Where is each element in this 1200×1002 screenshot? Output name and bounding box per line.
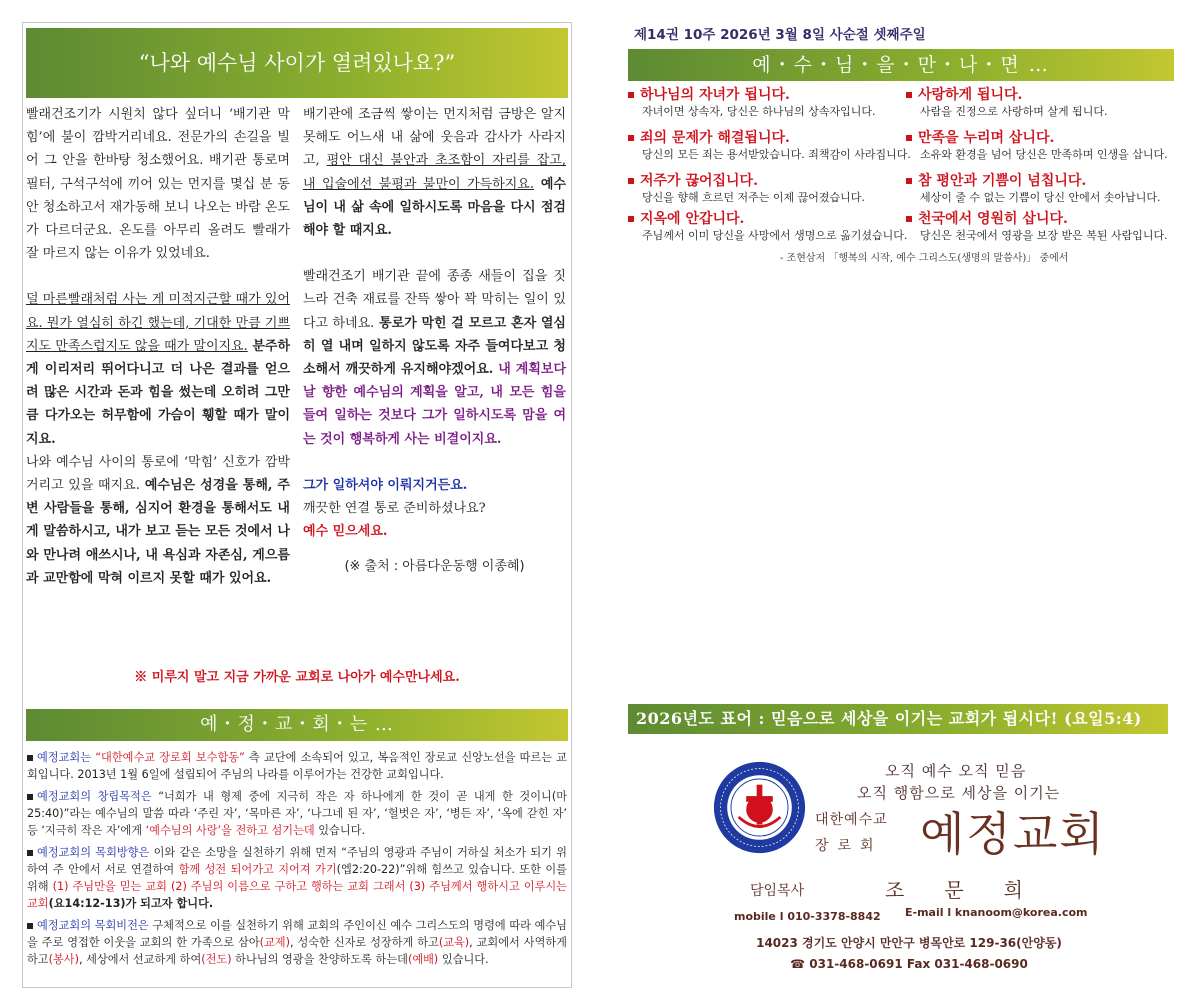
blessing-title-text: 하나님의 자녀가 됩니다. bbox=[640, 87, 790, 103]
left-panel bbox=[22, 22, 572, 988]
church-name: 예정교회 bbox=[920, 807, 1106, 861]
article-column-2 bbox=[303, 103, 566, 579]
slogan-line-1: 오직 예수 오직 믿음 bbox=[885, 762, 1027, 780]
bold-text: 예수님은 성경을 통해, 주변 사람들을 통해, 심지어 환경을 통해서도 내게 말씀하시고, 내가 보고 듣는 모든 것에서 나와 만나려 애쓰시나, 내 욕심과 자존심, 게으름과 교만함에 막혀 이르지 못할 때가 있어요. bbox=[26, 478, 290, 586]
bullet-icon bbox=[628, 178, 634, 184]
article-column-1 bbox=[26, 103, 290, 590]
plain-line: 깨끗한 연결 통로 준비하셨나요? bbox=[303, 501, 486, 517]
blessing-title bbox=[628, 172, 908, 190]
plain-text: 배기관에 조금씩 쌓이는 먼지처럼 금방은 알지 못해도 어느새 내 삶에 웃음과 감사가 사라지고, bbox=[303, 107, 566, 169]
pastor-name: 조문희 bbox=[885, 878, 1063, 902]
church-intro bbox=[27, 749, 567, 973]
intro-highlight: (교제) bbox=[259, 936, 290, 949]
blessings-header: 예・수・님・을・만・나・면 … bbox=[628, 49, 1174, 81]
blessing-desc: 당신은 천국에서 영광을 보장 받은 복된 사람입니다. bbox=[920, 229, 1168, 242]
blessing-title bbox=[906, 172, 1186, 190]
intro-item bbox=[27, 844, 567, 912]
intro-heading: 예정교회의 창립목적은 bbox=[37, 790, 152, 803]
blessing-item bbox=[906, 129, 1186, 163]
bullet-icon bbox=[628, 135, 634, 141]
purple-text: 내 계획보다 날 향한 예수님의 계획을 알고, 내 모든 힘을 들여 일하는 것보다 그가 일하시도록 맘을 여는 것이 행복하게 사는 비결이지요. bbox=[303, 362, 567, 447]
issue-line: 제14권 10주 2026년 3월 8일 사순절 셋째주일 bbox=[634, 27, 926, 43]
intro-heading: 예정교회의 목회비전은 bbox=[37, 919, 149, 932]
intro-heading: 예정교회의 목회방향은 bbox=[37, 846, 150, 859]
church-emblem-icon bbox=[712, 760, 807, 855]
intro-heading: 예정교회는 bbox=[37, 751, 92, 764]
blessing-desc: 자녀이면 상속자, 당신은 하나님의 상속자입니다. bbox=[642, 105, 876, 118]
article-title: “나와 예수님 사이가 열려있나요?” bbox=[26, 28, 568, 98]
blessing-item bbox=[628, 86, 908, 120]
blessing-title bbox=[906, 86, 1186, 104]
article-paragraph: 빨래건조기가 시원치 않다 싶더니 ‘배기관 막힘’에 불이 깜박거리네요. 전문가의 손길을 빌어 그 안을 한바탕 청소했어요. 배기관 통로며 필터, 구석구석에 끼어 있는 먼지를 몇십 분 동안 청소하고서 재가동해 보니 나오는 바람 온도가 다르더군요. 온도를 아무리 올려도 빨래가 잘 마르지 않는 이유가 있었네요. bbox=[26, 107, 290, 262]
blessing-title-text: 참 평안과 기쁨이 넘칩니다. bbox=[918, 173, 1087, 189]
intro-text: (엡2:20-22)”위해 힘쓰고 있습니다. 또한 이를 위해 bbox=[27, 863, 567, 893]
blessing-title-text: 저주가 끊어집니다. bbox=[640, 173, 758, 189]
bold-text: 통로가 막힌 걸 모르고 혼자 열심히 열 내며 일하지 않도록 자주 들여다보고 청소해서 깨끗하게 유지해야겠어요. bbox=[303, 315, 566, 378]
plain-text: 빨래건조기 배기관 끝에 종종 새들이 집을 짓느라 건축 재료를 잔뜩 쌓아 꽉 막히는 일이 있다고 하네요. bbox=[303, 269, 566, 331]
article-paragraph bbox=[26, 451, 290, 590]
underlined-text: 평안 대신 불안과 초조함이 자리를 잡고, 내 입술에선 불평과 불만이 가득하지요. bbox=[303, 153, 566, 192]
bullet-icon bbox=[27, 850, 33, 856]
intro-highlight: (1) 주님만을 믿는 교회 (2) 주님의 이름으로 구하고 행하는 교회 그래서 (3) 주님께서 행하시고 이루시는 교회 bbox=[27, 880, 567, 910]
bullet-icon bbox=[27, 794, 33, 800]
blessing-title-text: 만족을 누리며 삽니다. bbox=[918, 130, 1055, 146]
bullet-icon bbox=[906, 178, 912, 184]
red-line: 예수 믿으세요. bbox=[303, 524, 388, 540]
blessing-title bbox=[628, 86, 908, 104]
bullet-icon bbox=[27, 923, 33, 929]
blessing-item bbox=[906, 86, 1186, 120]
intro-text: , 성숙한 신자로 성장하게 하고 bbox=[289, 936, 439, 949]
article-paragraph bbox=[26, 288, 290, 450]
pastor-label: 담임목사 bbox=[750, 883, 805, 899]
intro-highlight: “대한예수교 장로회 보수합동” bbox=[91, 751, 245, 764]
church-intro-header: 예・정・교・회・는 … bbox=[26, 709, 568, 741]
blessing-title-text: 사랑하게 됩니다. bbox=[918, 87, 1023, 103]
intro-highlight: (예배) bbox=[407, 953, 439, 966]
intro-highlight: (교육) bbox=[438, 936, 470, 949]
intro-item bbox=[27, 749, 567, 783]
article-paragraph bbox=[303, 265, 566, 451]
bullet-icon bbox=[906, 135, 912, 141]
intro-text: 하나님의 영광을 찬양하도록 하는데 bbox=[231, 953, 408, 966]
bullet-icon bbox=[628, 92, 634, 98]
blessing-desc: 주님께서 이미 당신을 사망에서 생명으로 옮기셨습니다. bbox=[642, 229, 908, 242]
blessing-title-text: 지옥에 안갑니다. bbox=[640, 211, 745, 227]
plain-text: 나와 예수님 사이의 통로에 ‘막힘’ 신호가 깜박거리고 있을 때지요. bbox=[26, 454, 290, 494]
church-address: 14023 경기도 안양시 만안구 병목안로 129-36(안양동) bbox=[756, 936, 1062, 950]
blessing-desc: 당신을 향해 흐르던 저주는 이제 끊어졌습니다. bbox=[642, 191, 865, 204]
blue-line: 그가 일하셔야 이뤄지거든요. bbox=[303, 477, 468, 493]
yearly-motto: 2026년도 표어 : 믿음으로 세상을 이기는 교회가 됩시다! (요일5:4) bbox=[628, 704, 1168, 734]
intro-item bbox=[27, 917, 567, 968]
intro-highlight: (봉사) bbox=[48, 953, 79, 966]
quote-source: - 조현삼저 「행복의 시작, 예수 그리스도(생명의 말씀사)」 중에서 bbox=[780, 253, 1069, 264]
bullet-icon bbox=[906, 216, 912, 222]
intro-text: 측 교단에 소속되어 있고, 복음적인 장로교 신앙노선을 따르는 교회입니다. 2013년 1월 6일에 설립되어 주님의 나라를 이루어가는 건강한 교회입니다. bbox=[27, 751, 567, 781]
mobile-number: mobile l 010-3378-8842 bbox=[734, 910, 881, 923]
blessing-item bbox=[628, 210, 908, 244]
blessing-item bbox=[628, 129, 911, 163]
blessing-item bbox=[906, 172, 1186, 206]
intro-text: “너희가 내 형제 중에 지극히 작은 자 하나에게 한 것이 곧 내게 한 것이니(마25:40)”라는 예수님의 말씀 따라 ‘주린 자’, ‘목마른 자’, ‘나그네 된 자’, ‘헐벗은 자’, ‘병든 자’, ‘옥에 갇힌 자’ 등 ‘지극히 작은 자’에게 bbox=[27, 790, 567, 837]
denomination-line-1: 대한예수교 bbox=[815, 812, 888, 828]
intro-text: 있습니다. bbox=[314, 824, 366, 837]
blessing-title bbox=[628, 129, 908, 147]
intro-text: 이와 같은 소망을 실천하기 위해 먼저 “주님의 영광과 주님이 거하실 처소가 되기 위하여 주 안에서 서로 연결하여 bbox=[27, 846, 567, 876]
blessing-desc: 사람을 진정으로 사랑하며 살게 됩니다. bbox=[920, 105, 1108, 118]
blessing-title-text: 죄의 문제가 해결됩니다. bbox=[640, 130, 790, 146]
bold-text: 분주하게 이리저리 뛰어다니고 더 나은 결과를 얻으려 많은 시간과 돈과 힘을 썼는데 오히려 그만큼 다가오는 허무함에 가슴이 휑할 때가 말이지요. bbox=[26, 338, 291, 447]
intro-highlight: ‘예수님의 사랑’을 전하고 섬기는데 bbox=[142, 824, 315, 837]
intro-highlight: 함께 성전 되어가고 지어져 가기 bbox=[174, 863, 337, 876]
intro-text: , 세상에서 선교하게 하여 bbox=[78, 953, 202, 966]
blessing-item bbox=[628, 172, 908, 206]
email-address: E-mail l knanoom@korea.com bbox=[905, 906, 1088, 919]
article-source: (※ 출처 : 아름다운동행 이종혜) bbox=[344, 559, 525, 575]
bullet-icon bbox=[906, 92, 912, 98]
denomination-line-2: 장로회 bbox=[815, 838, 883, 854]
warning-text: ※ 미루지 말고 지금 가까운 교회로 나아가 예수만나세요. bbox=[134, 670, 460, 685]
intro-highlight: (전도) bbox=[201, 953, 232, 966]
intro-text: (요14:12-13)가 되고자 합니다. bbox=[48, 897, 214, 910]
bullet-icon bbox=[628, 216, 634, 222]
bullet-icon bbox=[27, 755, 33, 761]
blessing-desc: 세상이 줄 수 없는 기쁨이 당신 안에서 솟아납니다. bbox=[920, 191, 1161, 204]
blessing-title bbox=[628, 210, 908, 228]
intro-item bbox=[27, 788, 567, 839]
article-paragraph bbox=[303, 103, 566, 242]
intro-text: 구체적으로 이를 실천하기 위해 교회의 주인이신 예수 그리스도의 명령에 따라 예수님을 주로 영접한 이웃을 교회의 한 가족으로 삼아 bbox=[27, 919, 567, 949]
blessing-item bbox=[906, 210, 1186, 244]
blessing-title-text: 천국에서 영원히 삽니다. bbox=[918, 211, 1068, 227]
intro-text: 있습니다. bbox=[438, 953, 489, 966]
bold-text: 예수님이 내 삶 속에 일하시도록 마음을 다시 점검해야 할 때지요. bbox=[303, 176, 566, 239]
intro-text: , 교회에서 사역하게 하고 bbox=[27, 936, 567, 966]
church-phone: ☎ 031-468-0691 Fax 031-468-0690 bbox=[790, 957, 1028, 971]
underlined-text: 덜 마른빨래처럼 사는 게 미적지근할 때가 있어요. 뭔가 열심히 하긴 했는데, 기대한 만큼 기쁘지도 만족스럽지도 않을 때가 말이지요. bbox=[26, 292, 290, 354]
blessing-desc: 당신의 모든 죄는 용서받았습니다. 죄책감이 사라집니다. bbox=[642, 148, 911, 161]
blessing-title bbox=[906, 210, 1186, 228]
blessing-desc: 소유와 환경을 넘어 당신은 만족하며 인생을 삽니다. bbox=[920, 148, 1168, 161]
slogan-line-2: 오직 행함으로 세상을 이기는 bbox=[857, 784, 1061, 802]
blessing-title bbox=[906, 129, 1186, 147]
